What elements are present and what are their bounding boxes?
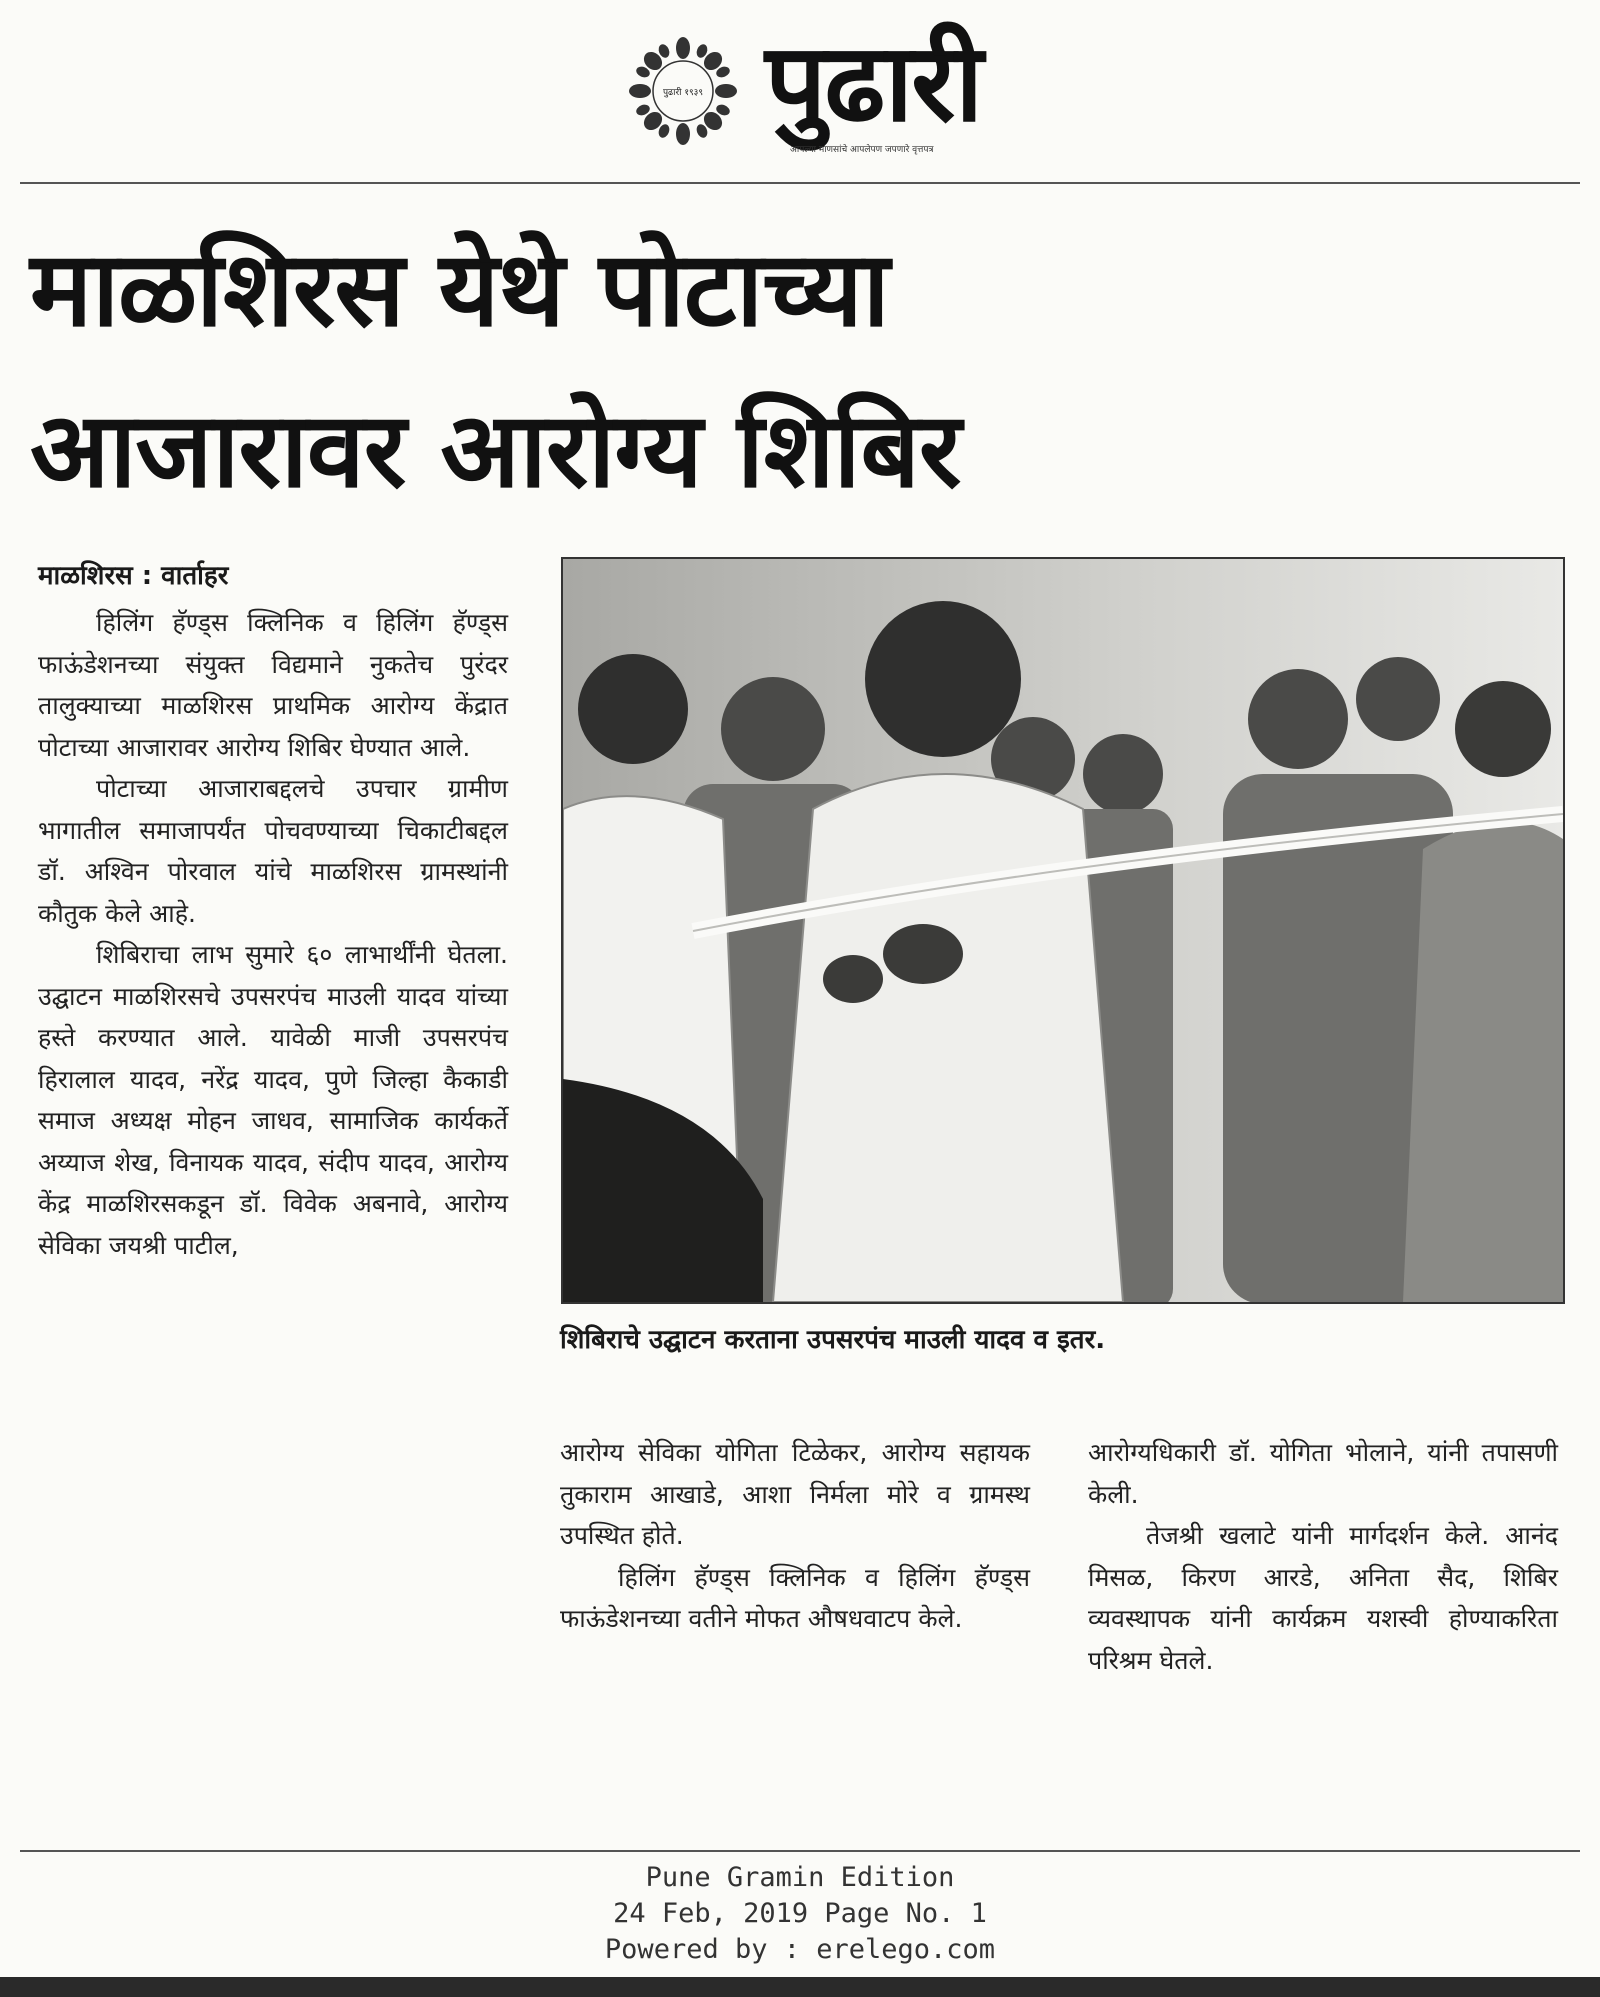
edition-name: Pune Gramin Edition [645,1862,955,1893]
photo-caption: शिबिराचे उद्घाटन करताना उपसरपंच माउली यादव व इतर. [560,1325,1106,1355]
article-column-2 [560,1432,1030,1640]
article-column-1 [38,602,508,1266]
article-paragraph: हिलिंग हॅण्ड्स क्लिनिक व हिलिंग हॅण्ड्स फाऊंडेशनच्या संयुक्त विद्यमाने नुकतेच पुरंदर तालुक्याच्या माळशिरस प्राथमिक आरोग्य केंद्रात पोटाच्या आजारावर आरोग्य शिबिर घेण्यात आले. [38,608,508,762]
article-paragraph: आरोग्यधिकारी डॉ. योगिता भोलाने, यांनी तपासणी केली. [1088,1438,1558,1509]
article-paragraph: आरोग्य सेविका योगिता टिळेकर, आरोग्य सहायक तुकाराम आखाडे, आशा निर्मला मोरे व ग्रामस्थ उपस्थित होते. [560,1438,1030,1550]
emblem-text: पुढारी १९३९ [662,88,704,98]
newspaper-emblem-icon [628,36,738,146]
footer-divider [20,1850,1580,1852]
article-column-3 [1088,1432,1558,1681]
article-paragraph: तेजश्री खलाटे यांनी मार्गदर्शन केले. आनंद मिसळ, किरण आरडे, अनिता सैद, शिबिर व्यवस्थापक यांनी कार्यक्रम यशस्वी होण्याकरिता परिश्रम घेतले. [1088,1521,1558,1675]
headline-line-1: माळशिरस येथे पोटाच्या [30,228,889,350]
headline-line-2: आजारावर आरोग्य शिबिर [30,389,961,511]
article-paragraph: पोटाच्या आजाराबद्दलचे उपचार ग्रामीण भागातील समाजापर्यंत पोचवण्याच्या चिकाटीबद्दल डॉ. अश्विन पोरवाल यांचे माळशिरस ग्रामस्थांनी कौतुक केले आहे. [38,774,508,928]
powered-by: Powered by : erelego.com [604,1934,996,1965]
masthead-divider [20,182,1580,184]
dateline: माळशिरस : वार्ताहर [38,561,229,591]
newspaper-tagline: आपल्या माणसांचे आपलेपण जपणारे वृत्तपत्र [790,145,934,155]
ribbon-cutting-photo [563,559,1563,1302]
newspaper-brand-name: पुढारी [765,21,982,146]
edition-date-page: 24 Feb, 2019 Page No. 1 [613,1898,987,1929]
article-paragraph: शिबिराचा लाभ सुमारे ६० लाभार्थींनी घेतला. उद्घाटन माळशिरसचे उपसरपंच माउली यादव यांच्या हस्ते करण्यात आले. यावेळी माजी उपसरपंच हिरालाल यादव, नरेंद्र यादव, पुणे जिल्हा कैकाडी समाज अध्यक्ष मोहन जाधव, सामाजिक कार्यकर्ते अय्याज शेख, विनायक यादव, संदीप यादव, आरोग्य केंद्र माळशिरसकडून डॉ. विवेक अबनावे, आरोग्य सेविका जयश्री पाटील, [38,940,508,1260]
masthead [0,0,1600,180]
bottom-bar [0,1977,1600,1997]
article-photo [561,557,1565,1304]
article-paragraph: हिलिंग हॅण्ड्स क्लिनिक व हिलिंग हॅण्ड्स फाऊंडेशनच्या वतीने मोफत औषधवाटप केले. [560,1562,1030,1633]
footer [0,1860,1600,1968]
